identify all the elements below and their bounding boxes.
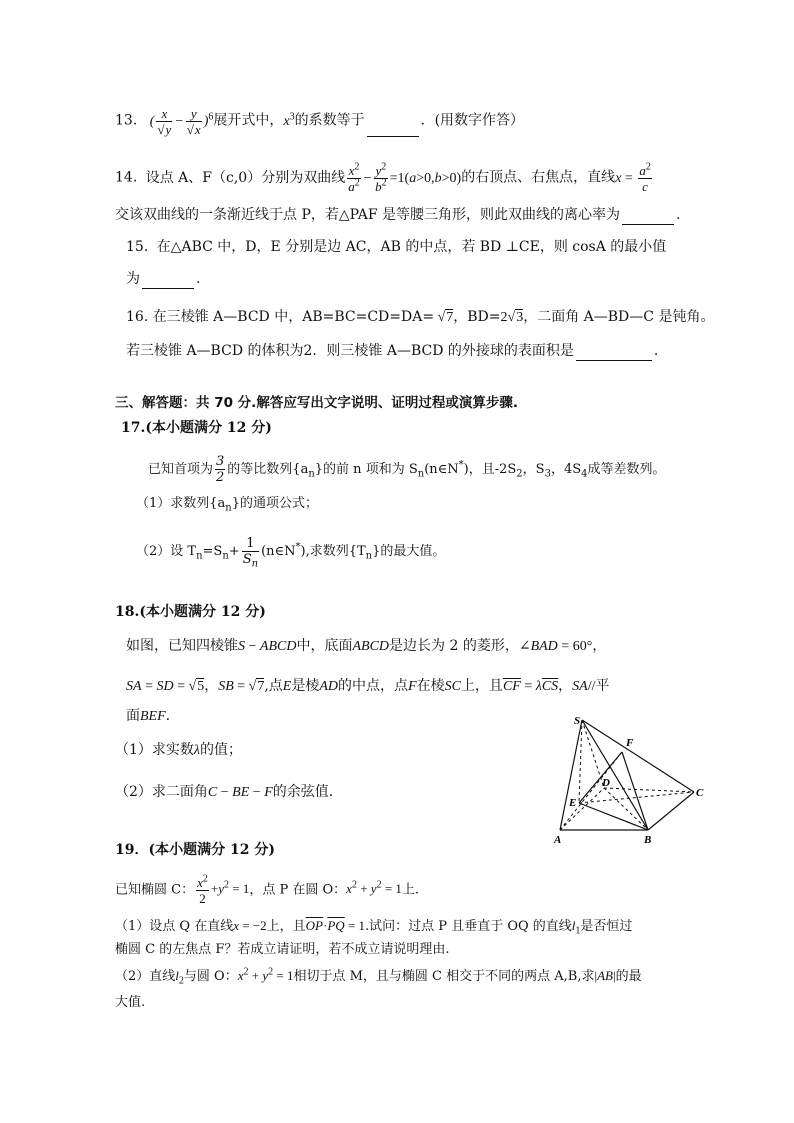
question-15-line-2: 为 . xyxy=(126,271,201,287)
question-14-line-1: 14. 设点 A、F（c,0）分别为双曲线 $\frac{x^2}{a^2}$ − $\frac{y^2}{b^2}$ =1(a>0,b>0)的右顶点、右焦点，直线x = $\frac{a^2}{c}$ xyxy=(115,161,651,194)
problem-19-part-1: （1）设点 Q 在直线x = −2上，且$\overline{OP}\cdot\overline{PQ} = 1$.试问：过点 P 且垂直于 OQ 的直线$l_1$是否恒过 xyxy=(115,918,633,937)
problem-19-part-1-line-2: 椭圆 C 的左焦点 F？若成立请证明，若不成立请说明理由. xyxy=(115,942,450,957)
problem-18-line-2: SA = SD = √5，SB = √7,点E是棱AD的中点，点F在棱SC上，且$\overline{CF} = \lambda\overline{CS}$，SA//平 xyxy=(126,678,610,694)
section-3-title: 三、解答题：共 70 分.解答应写出文字说明、证明过程或演算步骤. xyxy=(115,395,518,411)
answer-blank xyxy=(142,274,194,289)
question-14-line-2: 交该双曲线的一条渐近线于点 P，若△PAF 是等腰三角形，则此双曲线的离心率为 . xyxy=(115,207,681,223)
problem-17-title: 17.(本小题满分 12 分) xyxy=(121,420,272,436)
problem-18-line-1: 如图，已知四棱锥S − ABCD中，底面ABCD是边长为 2 的菱形，∠BAD = 60°， xyxy=(126,638,607,654)
vertex-label-b: B xyxy=(644,834,652,846)
vertex-label-d: D xyxy=(602,777,610,789)
question-16-line-1: 16. 在三棱锥 A—BCD 中，AB=BC=CD=DA= √7，BD=2√3，二面角 A—BD—C 是钝角。 xyxy=(126,309,715,325)
question-16-line-2: 若三棱锥 A—BCD 的体积为2．则三棱锥 A—BCD 的外接球的表面积是 . xyxy=(126,343,659,359)
answer-blank xyxy=(367,122,419,137)
vertex-label-f: F xyxy=(626,737,634,749)
problem-18-title: 18.(本小题满分 12 分) xyxy=(115,604,266,620)
vertex-label-s: S xyxy=(574,715,581,727)
problem-19-line-1: 已知椭圆 C： $\frac{x^2}{2}$ $+y^2 = 1$，点 P 在圆 O：$x^2 + y^2 = 1$上. xyxy=(115,873,420,906)
vertex-label-e: E xyxy=(569,797,577,809)
answer-blank xyxy=(622,210,674,225)
problem-18-part-2: （2）求二面角C − BE − F的余弦值. xyxy=(115,784,334,800)
problem-17-part-1: （1）求数列$\{a_n\}$的通项公式； xyxy=(136,496,319,514)
problem-17-stem: 已知首项为 $\frac{3}{2}$ 的等比数列$\{a_n\}$的前 n 项和为 $S_n(n\in N^*)$，且$-2S_2$，$S_3$，$4S_4$成等差数列。 xyxy=(148,454,666,485)
answer-blank xyxy=(576,346,652,361)
pyramid-figure xyxy=(552,712,712,846)
question-13: 13. ( $\frac{x}{√y}$ − $\frac{y}{√x}$ )$^6$展开式中，$x^3$的系数等于 ．(用数字作答） xyxy=(115,106,525,137)
problem-18-line-3: 面BEF. xyxy=(126,708,171,724)
problem-19-part-2: （2）直线$l_2$与圆 O：$x^2 + y^2 = 1$相切于点 M，且与椭圆 C 相交于不同的两点 A,B,求|AB|的最 xyxy=(115,966,642,987)
problem-17-part-2: （2）设 $T_n=S_n+$ $\frac{1}{S_n}$ (n∈N*),求数列$\{T_n\}$的最大值。 xyxy=(136,536,446,570)
vertex-label-a: A xyxy=(554,834,562,846)
problem-19-part-2-line-2: 大值. xyxy=(115,995,146,1010)
problem-19-title: 19．(本小题满分 12 分) xyxy=(115,842,275,858)
vertex-label-c: C xyxy=(696,787,704,799)
problem-18-part-1: （1）求实数λ的值； xyxy=(115,742,242,758)
hyperbola-equation: $\frac{x^2}{a^2}$ − $\frac{y^2}{b^2}$ =1(a>0,b>0) xyxy=(348,161,462,194)
q13-expression: ( $\frac{x}{√y}$ − $\frac{y}{√x}$ )$^6$ xyxy=(149,106,214,137)
question-15-line-1: 15. 在△ABC 中，D，E 分别是边 AC，AB 的中点，若 BD ⊥CE，则 cosA 的最小值 xyxy=(126,239,667,255)
